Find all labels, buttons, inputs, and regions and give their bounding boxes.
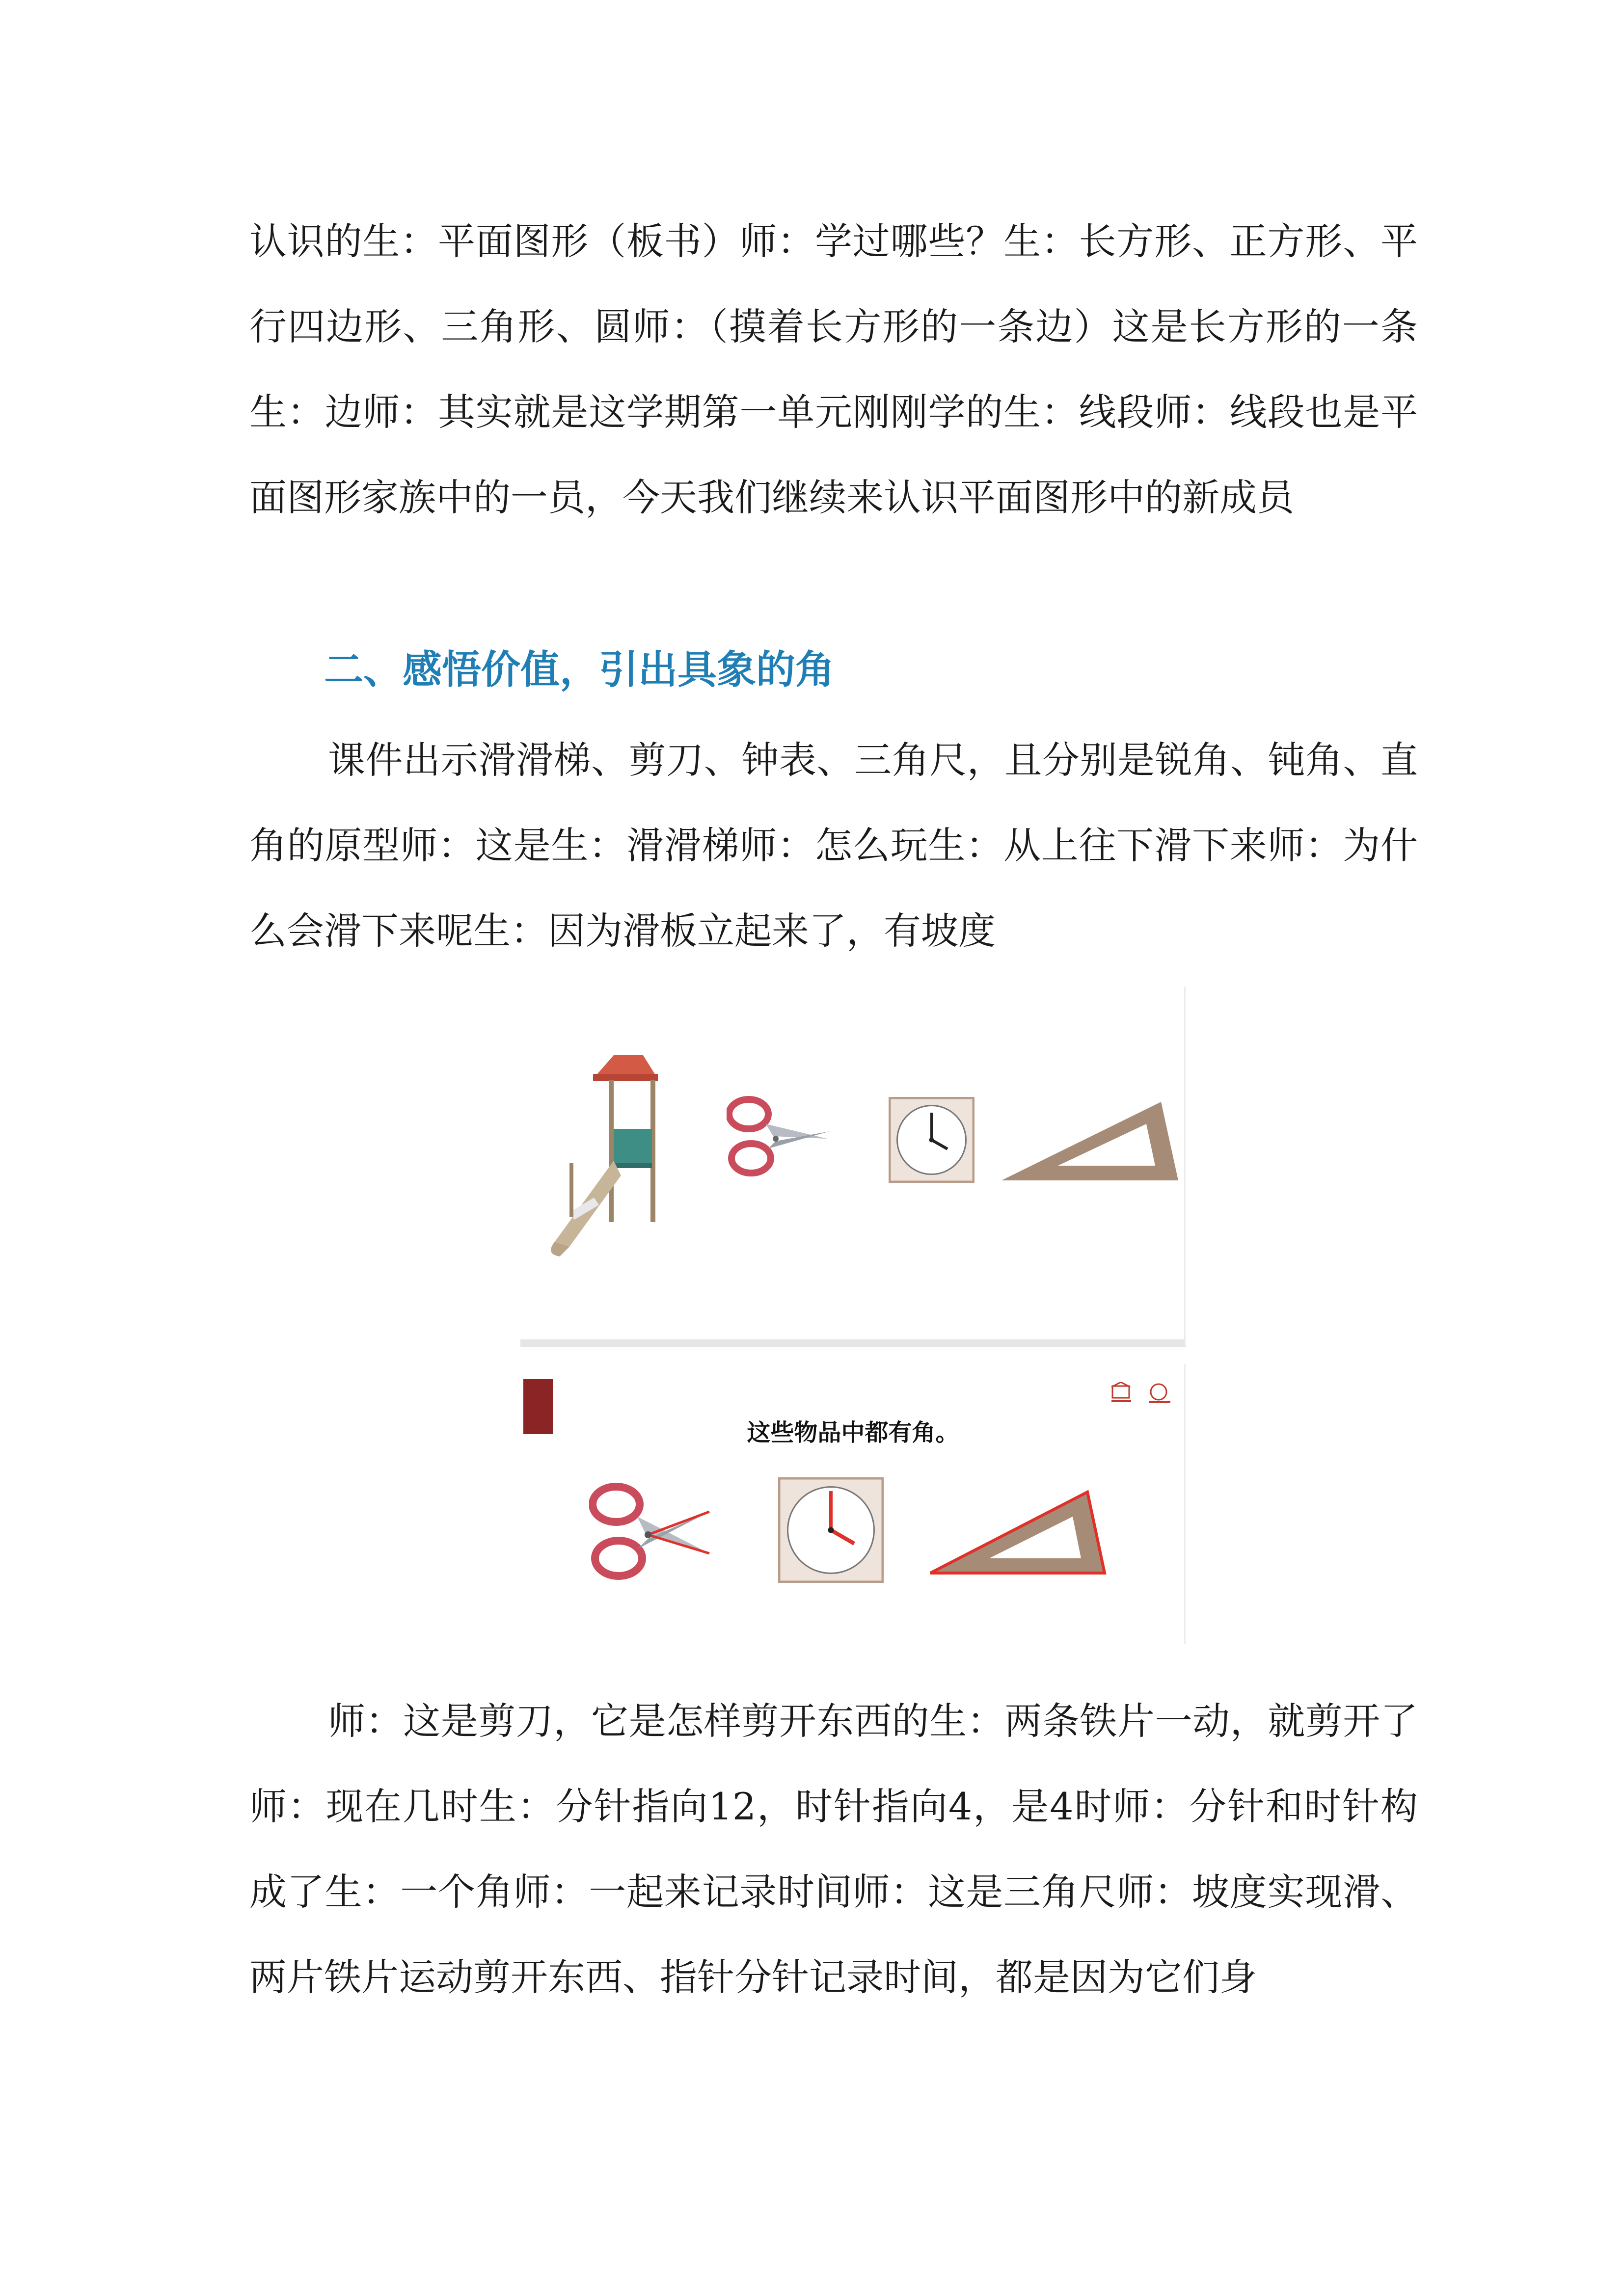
paragraph-intro: 认识的生：平面图形（板书）师：学过哪些？生：长方形、正方形、平行四边形、三角形、圆师：（摸着长方形的一条边）这是长方形的一条生：边师：其实就是这学期第一单元刚刚学的生：线段师：线段也是平面图形家族中的一员，今天我们继续来认识平面图形中的新成员 — [249, 219, 1418, 519]
paragraph-courseware: 课件出示滑滑梯、剪刀、钟表、三角尺，且分别是锐角、钝角、直角的原型师：这是生：滑滑梯师：怎么玩生：从上往下滑下来师：为什么会滑下来呢生：因为滑板立起来了，有坡度 — [249, 738, 1418, 953]
set-square-icon — [928, 1487, 1110, 1575]
slide-objects — [520, 987, 1186, 1347]
set-square-icon — [999, 1097, 1181, 1183]
slide-icon — [540, 1050, 687, 1266]
scissors-icon — [727, 1090, 835, 1188]
scissors-icon — [589, 1475, 717, 1593]
paragraph-discussion: 师：这是剪刀，它是怎样剪开东西的生：两条铁片一动，就剪开了师：现在几时生：分针指向12，时针指向4，是4时师：分针和时针构成了生：一个角师：一起来记录时间师：这是三角尺师：坡度实现滑、两片铁片运动剪开东西、指针分针记录时间，都是因为它们身 — [249, 1699, 1418, 1999]
section-heading: 二、感悟价值，引出具象的角 — [324, 647, 835, 693]
slide-angles — [520, 1364, 1186, 1644]
clock-icon — [778, 1477, 884, 1583]
slide-caption: 这些物品中都有角。 — [747, 1419, 959, 1446]
clock-icon — [889, 1097, 974, 1183]
courseware-figure — [520, 987, 1191, 1644]
publisher-logo-icon — [1110, 1382, 1178, 1404]
